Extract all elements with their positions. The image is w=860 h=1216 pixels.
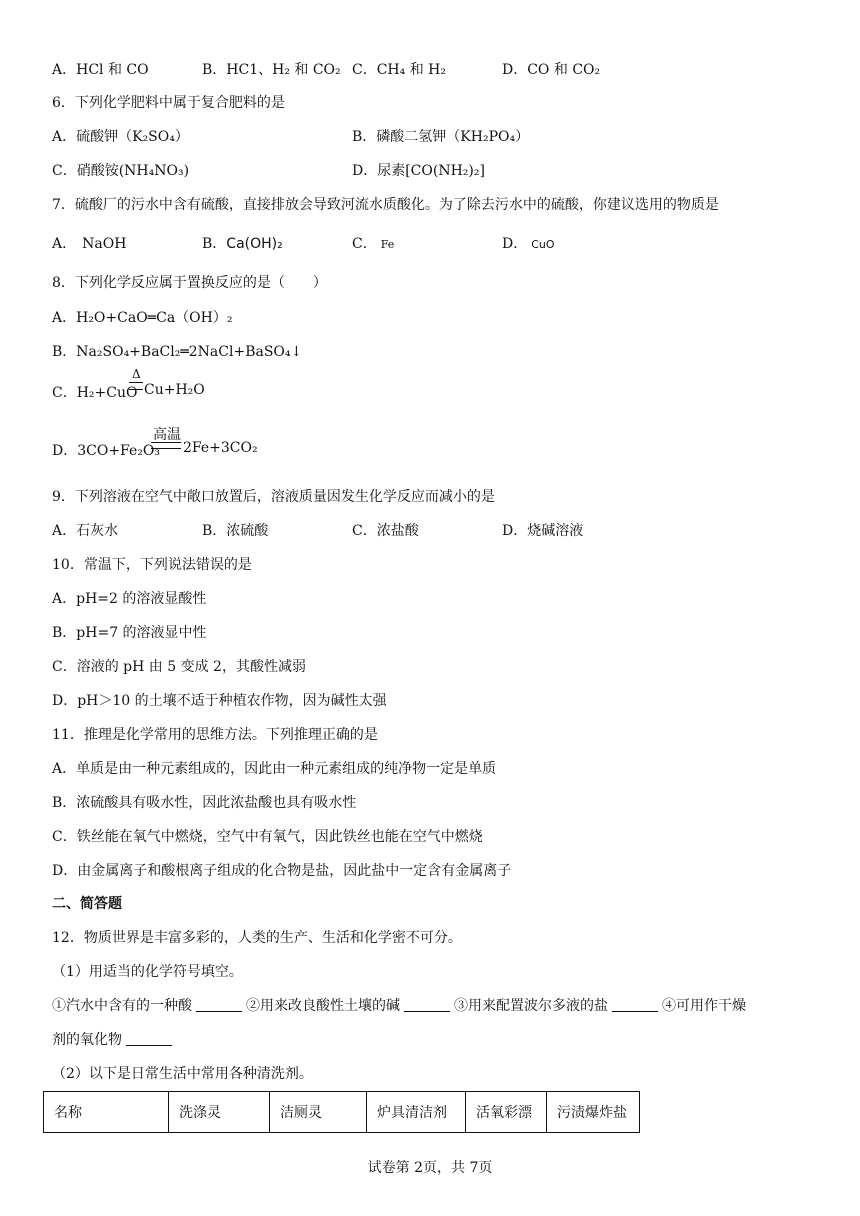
table-cell: 洗涤灵 [169, 1092, 270, 1133]
page-footer: 试卷第 2页，共 7页 [367, 1160, 493, 1176]
q7-option-a-label: A． [52, 236, 77, 252]
q7-option-c-label: C． [352, 236, 377, 252]
q12-part1: （1）用适当的化学符号填空。 [52, 964, 243, 980]
q10-option-d: D．pH＞10 的土壤不适于种植农作物，因为碱性太强 [52, 693, 387, 709]
q6-option-a: A．硫酸钾（K₂SO₄） [52, 129, 189, 145]
q12-fill-line-2 [52, 1031, 176, 1049]
q12-fill-4-label-cont: 剂的氧化物 [52, 1032, 122, 1048]
table-cell: 洁厕灵 [270, 1092, 367, 1133]
q7-option-c [352, 235, 394, 254]
q9-stem: 9．下列溶液在空气中敞口放置后，溶液质量因发生化学反应而减小的是 [52, 489, 495, 505]
q12-fill-1-label: ①汽水中含有的一种酸 [52, 998, 192, 1014]
q12-fill-3-label: ③用来配置波尔多液的盐 [454, 998, 608, 1014]
q10-option-c: C．溶液的 pH 由 5 变成 2，其酸性减弱 [52, 659, 306, 675]
q11-option-c: C．铁丝能在氧气中燃烧，空气中有氧气，因此铁丝也能在空气中燃烧 [52, 829, 483, 845]
q12-blank-1[interactable] [196, 997, 242, 1012]
q10-option-a: A．pH=2 的溶液显酸性 [52, 591, 207, 607]
q8-option-d-left: D．3CO+Fe₂O₃ [52, 443, 160, 459]
q8-option-a: A．H₂O+CaO═Ca（OH）₂ [52, 310, 233, 326]
q8-option-c-condition: Δ [132, 367, 141, 381]
q11-stem: 11．推理是化学常用的思维方法。下列推理正确的是 [52, 727, 378, 743]
q12-fill-2-label: ②用来改良酸性土壤的碱 [246, 998, 400, 1014]
q8-option-b: B．Na₂SO₄+BaCl₂═2NaCl+BaSO₄↓ [52, 344, 303, 360]
q7-option-c-text: Fe [380, 238, 395, 251]
q11-option-d: D．由金属离子和酸根离子组成的化合物是盐，因此盐中一定含有金属离子 [52, 863, 512, 879]
q7-option-d-label: D． [502, 236, 528, 252]
q12-stem: 12．物质世界是丰富多彩的，人类的生产、生活和化学密不可分。 [52, 930, 462, 946]
q7-stem: 7．硫酸厂的污水中含有硫酸，直接排放会导致河流水质酸化。为了除去污水中的硫酸，你建议选用的物质是 [52, 197, 719, 213]
q5-option-a: A．HCl 和 CO [52, 62, 149, 78]
q11-option-b: B．浓硫酸具有吸水性，因此浓盐酸也具有吸水性 [52, 795, 357, 811]
q8-option-c-equals-sign [129, 382, 143, 390]
table-row [44, 1092, 640, 1133]
table-cell: 炉具清洁剂 [367, 1092, 466, 1133]
section-heading: 二、简答题 [52, 896, 122, 912]
q6-option-b: B．磷酸二氢钾（KH₂PO₄） [352, 129, 530, 145]
q10-stem: 10．常温下，下列说法错误的是 [52, 557, 252, 573]
q12-part2: （2）以下是日常生活中常用各种清洗剂。 [52, 1066, 313, 1082]
q10-option-b: B．pH=7 的溶液显中性 [52, 625, 207, 641]
q12-blank-2[interactable] [404, 997, 450, 1012]
cleaner-table [43, 1091, 640, 1133]
q8-option-c-left: C．H₂+CuO [52, 385, 138, 401]
table-cell: 活氧彩漂 [466, 1092, 547, 1133]
q5-option-b: B．HC1、H₂ 和 CO₂ [202, 62, 341, 78]
table-cell: 名称 [44, 1092, 169, 1133]
q9-option-b: B．浓硫酸 [202, 523, 269, 539]
q7-option-a [52, 235, 126, 253]
q5-option-d: D．CO 和 CO₂ [502, 62, 601, 78]
q7-option-d [502, 235, 555, 254]
q5-option-c: C．CH₄ 和 H₂ [352, 62, 446, 78]
q6-stem: 6．下列化学肥料中属于复合肥料的是 [52, 95, 285, 111]
q7-option-b-text: Ca(OH)₂ [226, 236, 283, 252]
q7-option-b [202, 235, 283, 253]
q6-option-c: C．硝酸铵(NH₄NO₃) [52, 163, 190, 179]
q8-stem: 8．下列化学反应属于置换反应的是（ ） [52, 275, 327, 291]
q9-option-a: A．石灰水 [52, 523, 119, 539]
q8-option-d-right: 2Fe+3CO₂ [183, 440, 258, 456]
q12-blank-3[interactable] [612, 997, 658, 1012]
q12-fill-4-label: ④可用作干燥 [662, 998, 746, 1014]
q7-option-a-text: NaOH [82, 236, 127, 252]
q12-blank-4[interactable] [126, 1031, 172, 1046]
q9-option-c: C．浓盐酸 [352, 523, 419, 539]
q12-fill-line [52, 997, 746, 1015]
table-cell: 污渍爆炸盐 [547, 1092, 640, 1133]
q9-option-d: D．烧碱溶液 [502, 523, 584, 539]
q8-option-c-right: Cu+H₂O [144, 382, 205, 398]
q8-option-d-condition: 高温 [153, 427, 181, 443]
q6-option-d: D．尿素[CO(NH₂)₂] [352, 163, 485, 179]
q7-option-d-text: CuO [531, 238, 555, 251]
q11-option-a: A．单质是由一种元素组成的，因此由一种元素组成的纯净物一定是单质 [52, 761, 497, 777]
q7-option-b-label: B． [202, 236, 227, 252]
q8-option-d-equals-sign [151, 442, 181, 449]
